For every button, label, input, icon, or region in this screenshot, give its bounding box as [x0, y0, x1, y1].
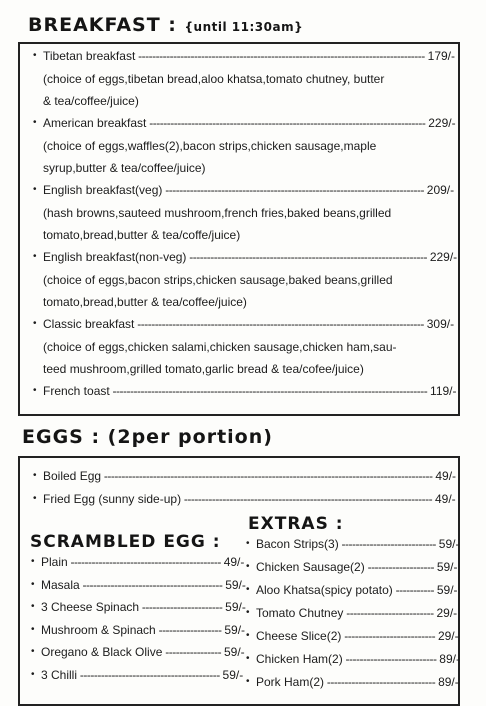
item-price: 179/-: [427, 49, 455, 63]
leader-dots: --------------------------: [341, 629, 438, 643]
bullet-icon: •: [31, 556, 35, 567]
item-name: Masala: [41, 577, 80, 592]
egg-item: [43, 468, 456, 484]
leader-dots: ----------------------------------------: [77, 667, 223, 682]
item-name: Fried Egg (sunny side-up): [43, 492, 182, 506]
leader-dots: ----------------------------------------------------------------------------------: [134, 317, 427, 331]
leader-dots: ----------------------------------------------------------------------------------: [135, 49, 428, 63]
item-price: 209/-: [426, 183, 455, 197]
scrambled-item: [41, 577, 246, 593]
bullet-icon: •: [31, 578, 35, 590]
bullet-icon: •: [33, 184, 37, 195]
bullet-icon: •: [246, 584, 250, 595]
breakfast-item: [43, 182, 454, 198]
item-price: 59/-: [224, 645, 245, 659]
item-price: 229/-: [429, 250, 458, 264]
item-name: Cheese Slice(2): [256, 629, 342, 643]
leader-dots: -----------------------: [139, 600, 226, 614]
item-price: 229/-: [428, 116, 456, 130]
item-price: 29/-: [436, 606, 458, 620]
bullet-icon: •: [246, 561, 250, 572]
leader-dots: --------------------------: [342, 652, 440, 666]
bullet-icon: •: [33, 251, 37, 262]
egg-item: [43, 491, 456, 507]
item-description: (choice of eggs,waffles(2),bacon strips,chicken sausage,maple: [43, 139, 377, 153]
item-price: 49/-: [435, 469, 457, 483]
item-description: (choice of eggs,chicken salami,chicken sausage,chicken ham,sau-: [43, 340, 397, 354]
scrambled-item: [41, 554, 244, 570]
leader-dots: -------------------------------: [324, 675, 439, 689]
item-name: Tomato Chutney: [256, 606, 344, 620]
scrambled-item: [41, 644, 245, 660]
leader-dots: -------------------------------------------------------------------------------: [146, 116, 429, 130]
item-description: (choice of eggs,bacon strips,chicken sausage,baked beans,grilled: [43, 273, 393, 287]
leader-dots: ------------------------------------------------------------------------------------------: [109, 384, 431, 398]
leader-dots: ----------------: [162, 645, 224, 659]
item-name: English breakfast(non-veg): [43, 250, 187, 264]
item-description: teed mushroom,grilled tomato,garlic bread & tea/cofee/juice): [43, 362, 364, 376]
leader-dots: -------------------: [364, 560, 437, 574]
bullet-icon: •: [246, 607, 250, 618]
breakfast-item: [43, 383, 457, 399]
item-name: Boiled Egg: [43, 469, 102, 483]
bullet-icon: •: [33, 318, 37, 329]
item-description: tomato,bread,butter & tea/coffe/juice): [43, 228, 241, 242]
item-price: 59/-: [436, 560, 458, 574]
scrambled-item: [41, 599, 246, 615]
bullet-icon: •: [33, 385, 37, 396]
item-description: syrup,butter & tea/coffee/juice): [43, 161, 206, 175]
breakfast-item: [43, 48, 455, 64]
item-name: American breakfast: [43, 116, 147, 130]
breakfast-title: BREAKFAST :: [28, 14, 177, 36]
item-price: 59/-: [436, 583, 458, 597]
leader-dots: -----------------------------------------------------------------------: [181, 492, 435, 506]
leader-dots: --------------------------------------------------------------------: [186, 250, 430, 264]
extra-item: [256, 674, 459, 690]
item-name: Chicken Sausage(2): [256, 560, 365, 574]
extra-item: [256, 536, 459, 552]
leader-dots: ----------------------------------------: [79, 577, 226, 592]
scrambled-item: [41, 667, 243, 683]
extra-item: [256, 559, 458, 575]
extra-item: [256, 651, 460, 667]
bullet-icon: •: [31, 668, 35, 680]
leader-dots: ------------------: [155, 622, 225, 637]
item-description: & tea/coffee/juice): [43, 94, 139, 108]
item-name: Pork Ham(2): [256, 675, 325, 689]
item-description: (hash browns,sauteed mushroom,french fries,baked beans,grilled: [43, 206, 392, 220]
breakfast-heading: [28, 14, 303, 36]
item-price: 119/-: [430, 384, 457, 398]
item-name: Plain: [41, 555, 68, 569]
item-name: Bacon Strips(3): [256, 537, 339, 551]
item-price: 89/-: [438, 675, 459, 689]
item-name: French toast: [43, 384, 110, 398]
breakfast-subtitle: {until 11:30am}: [184, 20, 304, 34]
item-price: 59/-: [225, 600, 246, 614]
extra-item: [256, 605, 457, 621]
item-name: Oregano & Black Olive: [41, 645, 163, 659]
breakfast-item: [43, 115, 456, 131]
leader-dots: -------------------------: [343, 606, 437, 620]
item-price: 49/-: [223, 555, 245, 569]
item-price: 89/-: [439, 652, 460, 666]
bullet-icon: •: [31, 601, 35, 612]
item-description: (choice of eggs,tibetan bread,aloo khatsa,tomato chutney, butter: [43, 72, 385, 86]
scrambled-item: [41, 622, 245, 638]
extra-item: [256, 628, 459, 644]
bullet-icon: •: [33, 493, 37, 504]
leader-dots: --------------------------------------------------------------------------: [162, 183, 427, 197]
item-name: Tibetan breakfast: [43, 49, 136, 63]
leader-dots: ----------------------------------------------------------------------------------------------: [101, 469, 436, 483]
leader-dots: ---------------------------: [338, 537, 439, 551]
item-price: 49/-: [434, 492, 456, 506]
bullet-icon: •: [33, 50, 37, 61]
bullet-icon: •: [33, 117, 37, 128]
item-name: 3 Cheese Spinach: [41, 600, 140, 614]
breakfast-item: [43, 249, 457, 265]
breakfast-item: [43, 316, 454, 332]
scrambled-heading: SCRAMBLED EGG :: [30, 532, 221, 552]
bullet-icon: •: [246, 676, 250, 687]
item-description: tomato,bread,butter & tea/coffee/juice): [43, 295, 247, 309]
item-name: Classic breakfast: [43, 317, 135, 331]
bullet-icon: •: [31, 646, 35, 657]
item-name: Chicken Ham(2): [256, 652, 343, 666]
leader-dots: -----------: [392, 583, 437, 597]
item-name: Aloo Khatsa(spicy potato): [256, 583, 393, 597]
item-name: 3 Chilli: [41, 667, 78, 682]
bullet-icon: •: [246, 630, 250, 641]
item-price: 59/-: [225, 577, 246, 592]
item-price: 59/-: [438, 537, 460, 551]
bullet-icon: •: [31, 623, 35, 635]
bullet-icon: •: [33, 470, 37, 481]
extras-heading: EXTRAS :: [248, 514, 344, 534]
item-price: 59/-: [224, 622, 246, 637]
leader-dots: -------------------------------------------: [67, 555, 224, 569]
item-price: 309/-: [426, 317, 455, 331]
eggs-heading: EGGS : (2per portion): [22, 426, 273, 448]
item-price: 29/-: [437, 629, 459, 643]
item-name: Mushroom & Spinach: [41, 622, 156, 637]
extra-item: [256, 582, 458, 598]
bullet-icon: •: [246, 653, 250, 664]
item-price: 59/-: [222, 667, 244, 682]
item-name: English breakfast(veg): [43, 183, 163, 197]
bullet-icon: •: [246, 538, 250, 549]
